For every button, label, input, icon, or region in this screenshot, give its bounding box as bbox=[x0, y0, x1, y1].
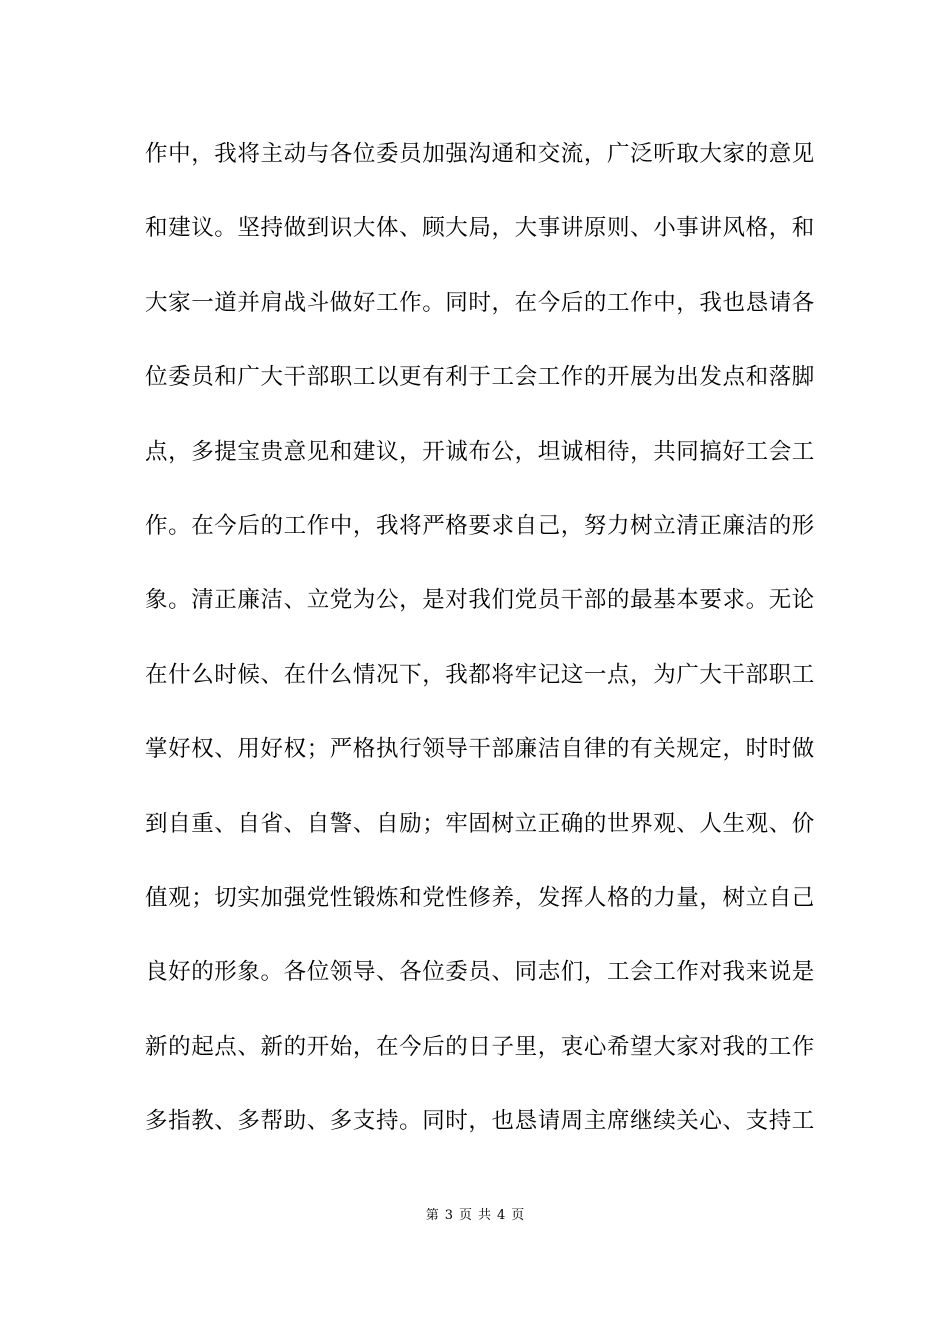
text-line-14: 多指教、多帮助、多支持。同时，也恳请周主席继续关心、支持工 bbox=[145, 1108, 815, 1135]
text-line-7: 象。清正廉洁、立党为公，是对我们党员干部的最基本要求。无论 bbox=[145, 587, 815, 614]
text-line-2: 和建议。坚持做到识大体、顾大局，大事讲原则、小事讲风格，和 bbox=[145, 215, 815, 242]
text-line-4: 位委员和广大干部职工以更有利于工会工作的开展为出发点和落脚 bbox=[145, 364, 815, 391]
footer-page-prefix: 第 bbox=[425, 1208, 439, 1223]
footer-current-page: 3 bbox=[444, 1208, 453, 1223]
page-footer bbox=[0, 1206, 950, 1226]
footer-total-pages: 4 bbox=[497, 1208, 506, 1223]
text-line-6: 作。在今后的工作中，我将严格要求自己，努力树立清正廉洁的形 bbox=[145, 512, 815, 539]
text-line-13: 新的起点、新的开始，在今后的日子里，衷心希望大家对我的工作 bbox=[145, 1033, 815, 1060]
footer-total-prefix: 共 bbox=[478, 1208, 492, 1223]
text-line-5: 点，多提宝贵意见和建议，开诚布公，坦诚相待，共同搞好工会工 bbox=[145, 438, 815, 465]
text-line-9: 掌好权、用好权；严格执行领导干部廉洁自律的有关规定，时时做 bbox=[145, 736, 815, 763]
text-line-8: 在什么时候、在什么情况下，我都将牢记这一点，为广大干部职工 bbox=[145, 661, 815, 688]
footer-page-word: 页 bbox=[458, 1208, 472, 1223]
body-text bbox=[145, 134, 815, 1175]
text-line-3: 大家一道并肩战斗做好工作。同时，在今后的工作中，我也恳请各 bbox=[145, 289, 815, 316]
text-line-1: 作中，我将主动与各位委员加强沟通和交流，广泛听取大家的意见 bbox=[145, 141, 815, 167]
footer-total-suffix: 页 bbox=[511, 1208, 525, 1223]
text-line-12: 良好的形象。各位领导、各位委员、同志们，工会工作对我来说是 bbox=[145, 959, 815, 986]
text-line-11: 值观；切实加强党性锻炼和党性修养，发挥人格的力量，树立自己 bbox=[145, 884, 815, 911]
text-line-10: 到自重、自省、自警、自励；牢固树立正确的世界观、人生观、价 bbox=[145, 810, 815, 837]
